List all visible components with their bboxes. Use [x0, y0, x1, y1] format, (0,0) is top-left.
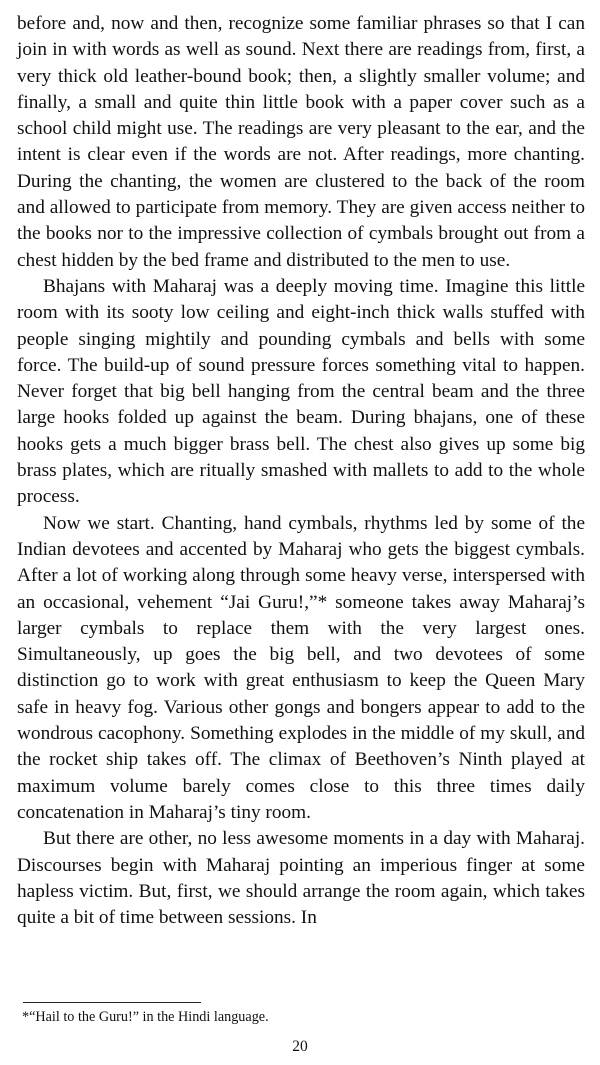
paragraph-chanting: Now we start. Chanting, hand cymbals, rhythms led by some of the Indian devotees and accented by Maharaj who gets the biggest cymbals. After a lot of working along through some heavy verse, interspersed with an occasional, vehement “Jai Guru!,”* someone takes away Maharaj’s larger cymbals to replace them with the very largest ones. Simultaneously, up goes the big bell, and two devotees of some distinction go to work with great enthusiasm to keep the Queen Mary safe in heavy fog. Various other gongs and bongers appear to add to the wondrous cacophony. Something explodes in the middle of my skull, and the rocket ship takes off. The climax of Beethoven’s Ninth played at maximum volume barely comes close to this three times daily concatenation in Maharaj’s tiny room.	[17, 512, 585, 823]
page-number: 20	[292, 1038, 308, 1055]
footnote: *“Hail to the Guru!” in the Hindi language.	[22, 1009, 269, 1025]
paragraph-bhajans: Bhajans with Maharaj was a deeply moving time. Imagine this little room with its sooty low ceiling and eight-inch thick walls stuffed with people singing mightily and pounding cymbals and bells with some force. The build-up of sound pressure forces something vital to happen. Never forget that big bell hanging from the central beam and the three large hooks folded up against the beam. During bhajans, one of these hooks gets a much bigger brass bell. The chest also gives up some big brass plates, which are ritually smashed with mallets to add to the whole process.	[17, 275, 585, 508]
page-body	[17, 11, 585, 931]
paragraph-discourses: But there are other, no less awesome moments in a day with Maharaj. Discourses begin with Maharaj pointing an imperious finger at some hapless victim. But, first, we should arrange the room again, which takes quite a bit of time between sessions. In	[17, 828, 585, 929]
paragraph-continued: before and, now and then, recognize some familiar phrases so that I can join in with words as well as sound. Next there are readings from, first, a very thick old leather-bound book; then, a slightly smaller volume; and finally, a small and quite thin little book with a paper cover such as a school child might use. The readings are very pleasant to the ear, and the intent is clear even if the words are not. After readings, more chanting. During the chanting, the women are clustered to the back of the room and allowed to participate from memory. They are given access neither to the books nor to the impressive collection of cymbals brought out from a chest hidden by the bed frame and distributed to the men to use.	[17, 13, 585, 271]
footnote-divider	[23, 1002, 201, 1003]
